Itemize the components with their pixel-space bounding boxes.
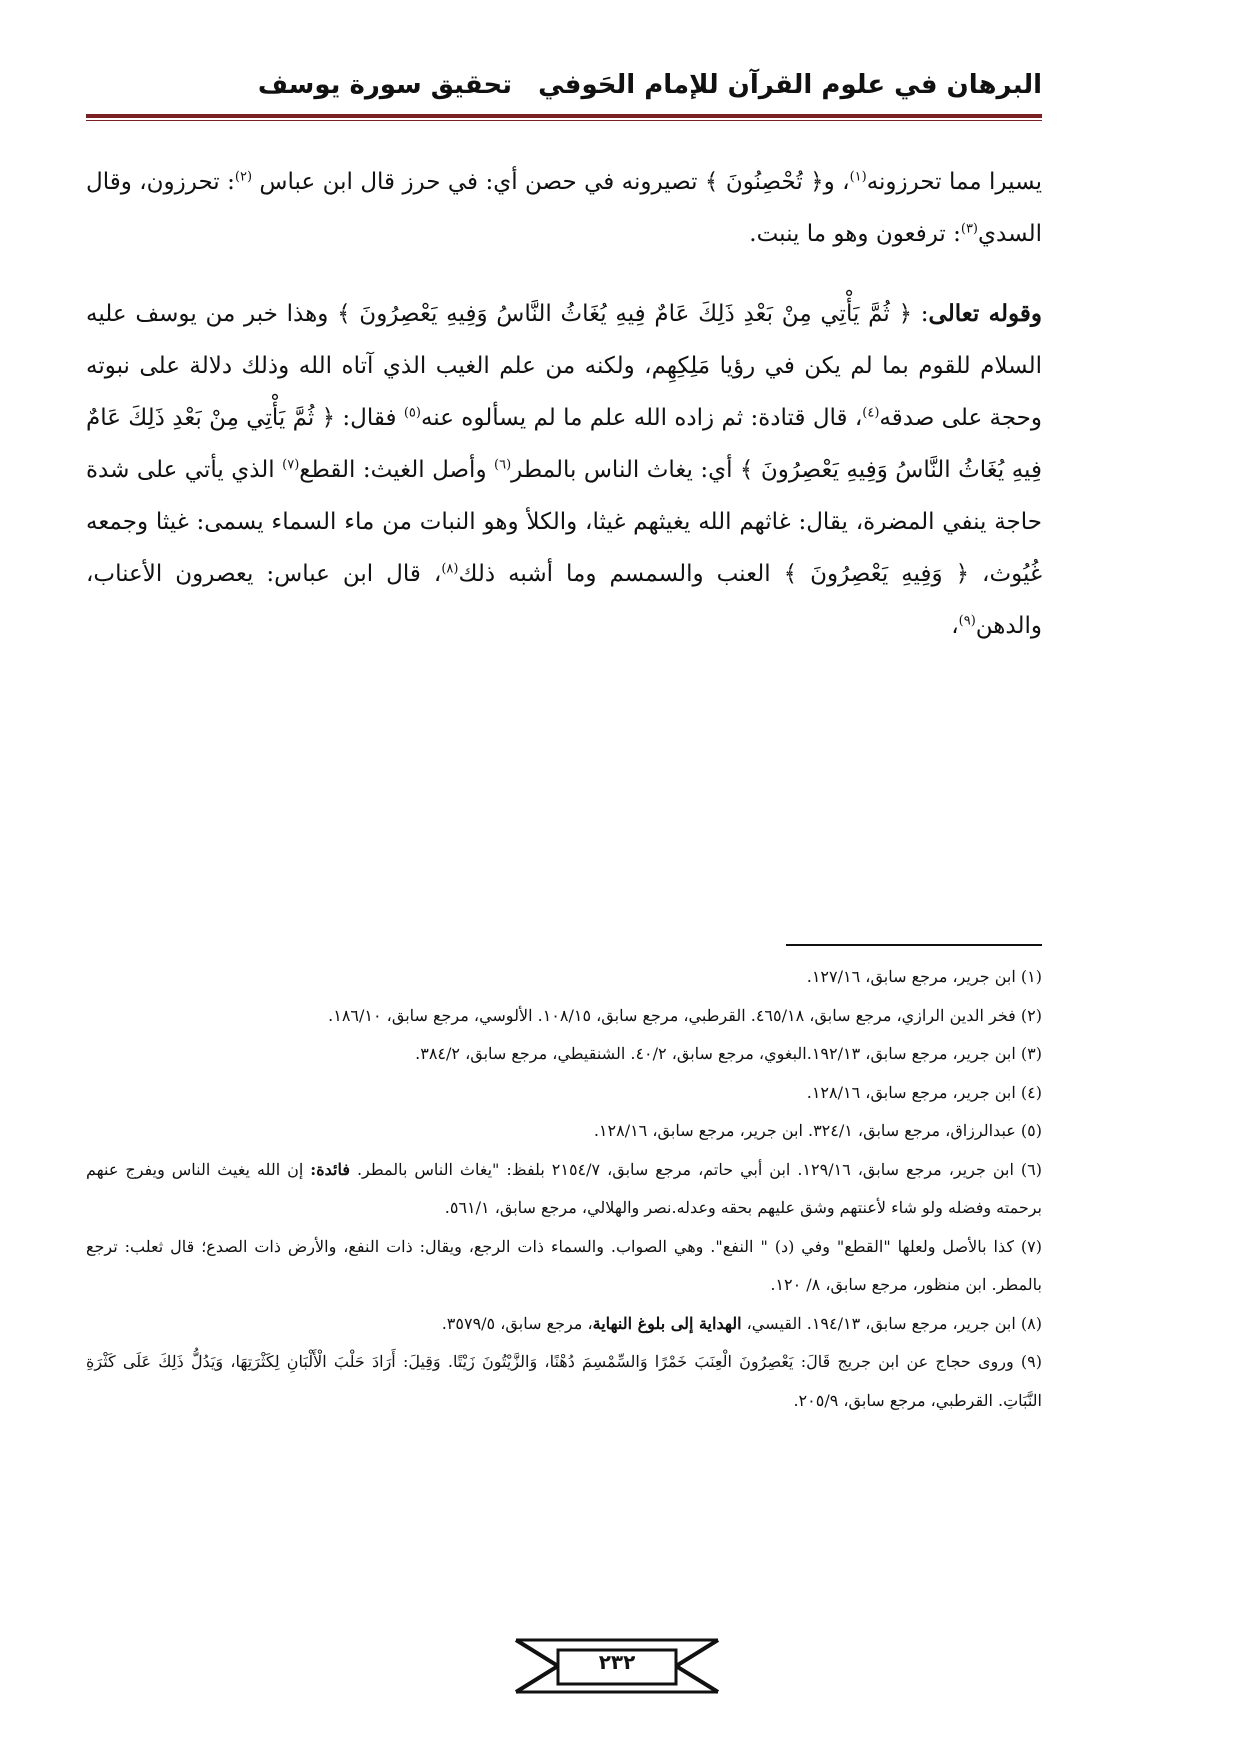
footnote-9: (٩) وروى حجاج عن ابن جريج قَالَ: يَعْصِرُونَ الْعِنَبَ خَمْرًا وَالسِّمْسِمَ دُهْنًا، وَالزَّيْتُونَ زَيْتًا. وَقِيلَ: أَرَادَ حَلْبَ الْأَلْبَانِ لِكَثْرَتِهَا، وَيَدُلُّ ذَلِكَ عَلَى كَثْرَةِ النَّبَاتِ. القرطبي، مرجع سابق، ٢٠٥/٩.	[86, 1352, 1042, 1410]
footnote-8: (٨) ابن جرير، مرجع سابق، ١٩٤/١٣. القيسي، الهداية إلى بلوغ النهاية، مرجع سابق، ٣٥٧٩/٥.	[441, 1313, 1042, 1333]
footnote-7: (٧) كذا بالأصل ولعلها "القطع" وفي (د) " النفع". وهي الصواب. والسماء ذات الرجع، ويقال: ذات النفع، والأرض ذات الصدع؛ قال ثعلب: ترجع بالمطر. ابن منظور، مرجع سابق، ٨/ ١٢٠.	[86, 1236, 1043, 1294]
paragraph-2: وقوله تعالى: ﴿ ثُمَّ يَأْتِي مِنْ بَعْدِ ذَلِكَ عَامٌ فِيهِ يُغَاثُ النَّاسُ وَفِيهِ يَعْصِرُونَ ﴾ وهذا خبر من يوسف عليه السلام للقوم بما لم يكن في رؤيا مَلِكِهِم، ولكنه من علم الغيب الذي آتاه الله وذلك دلالة على نبوته وحجة على صدقه$^{(٤)}$، قال قتادة: ثم زاده الله علم ما لم يسألوه عنه$^{(٥)}$ فقال: ﴿ ثُمَّ يَأْتِي مِنْ بَعْدِ ذَلِكَ عَامٌ فِيهِ يُغَاثُ النَّاسُ وَفِيهِ يَعْصِرُونَ ﴾ أي: يغاث الناس بالمطر$^{(٦)}$ وأصل الغيث: القطع$^{(٧)}$ الذي يأتي على شدة حاجة ينفي المضرة، يقال: غاثهم الله يغيثهم غيثا، والكلأ وهو النبات من ماء السماء يسمى: غيثا وجمعه غُيُوث، ﴿ وَفِيهِ يَعْصِرُونَ ﴾ العنب والسمسم وما أشبه ذلك$^{(٨)}$، قال ابن عباس: يعصرون الأعناب، والدهن$^{(٩)}$،	[86, 300, 1042, 639]
footnote-8-book-title: الهداية إلى بلوغ النهاية	[592, 1313, 742, 1333]
page-number: ٢٣٢	[598, 1650, 636, 1674]
footnote-1: (١) ابن جرير، مرجع سابق، ١٢٧/١٦.	[806, 967, 1042, 986]
footnote-ref-9: (٩)	[958, 613, 976, 629]
footnote-5: (٥) عبدالرزاق، مرجع سابق، ٣٢٤/١. ابن جرير، مرجع سابق، ١٢٨/١٦.	[593, 1121, 1042, 1140]
footnote-6: (٦) ابن جرير، مرجع سابق، ١٢٩/١٦. ابن أبي حاتم، مرجع سابق، ٢١٥٤/٧ بلفظ: "يغاث الناس بالمطر. فائدة: إن الله يغيث الناس ويفرج عنهم برحمته وفضله ولو شاء لأعنتهم وشق عليهم بحقه وعدله.نصر والهلالي، مرجع سابق، ٥٦١/١.	[86, 1159, 1042, 1217]
footnote-3: (٣) ابن جرير، مرجع سابق، ١٩٢/١٣.البغوي، مرجع سابق، ٤٠/٢. الشنقيطي، مرجع سابق، ٣٨٤/٢.	[415, 1044, 1042, 1063]
footnote-4: (٤) ابن جرير، مرجع سابق، ١٢٨/١٦.	[806, 1082, 1042, 1102]
book-title: البرهان في علوم القرآن للإمام الحَوفي	[538, 70, 1042, 100]
section-title: تحقيق سورة يوسف	[257, 70, 512, 100]
main-text	[86, 156, 1042, 652]
footnote-6-highlight: فائدة:	[310, 1159, 350, 1179]
footnote-separator	[786, 944, 1042, 946]
footnote-ref-3: (٣)	[960, 221, 978, 237]
footnote-ref-1: (١)	[849, 169, 867, 185]
running-header	[86, 70, 1042, 110]
footnote-2: (٢) فخر الدين الرازي، مرجع سابق، ٤٦٥/١٨. القرطبي، مرجع سابق، ١٠٨/١٥. الألوسي، مرجع سابق، ١٨٦/١٠.	[328, 1005, 1042, 1025]
footnote-ref-8: (٨)	[441, 561, 459, 577]
footnote-ref-2: (٢)	[234, 169, 253, 185]
paragraph-1: يسيرا مما تحرزونه$^{(١)}$، و﴿ تُحْصِنُونَ ﴾ تصيرونه في حصن أي: في حرز قال ابن عباس $^{(٢)}$: تحرزون، وقال السدي$^{(٣)}$: ترفعون وهو ما ينبت.	[86, 169, 1042, 247]
footnote-ref-6: (٦)	[494, 457, 512, 473]
footnote-ref-4: (٤)	[862, 405, 880, 421]
header-rule-thick	[86, 114, 1042, 118]
verse-lead: وقوله تعالى	[928, 300, 1042, 327]
footnote-ref-7: (٧)	[282, 457, 300, 473]
footnote-ref-5: (٥)	[403, 405, 421, 421]
page-number-ornament	[508, 1636, 726, 1696]
header-rule-thin	[86, 120, 1042, 121]
footnotes	[86, 958, 1042, 1420]
